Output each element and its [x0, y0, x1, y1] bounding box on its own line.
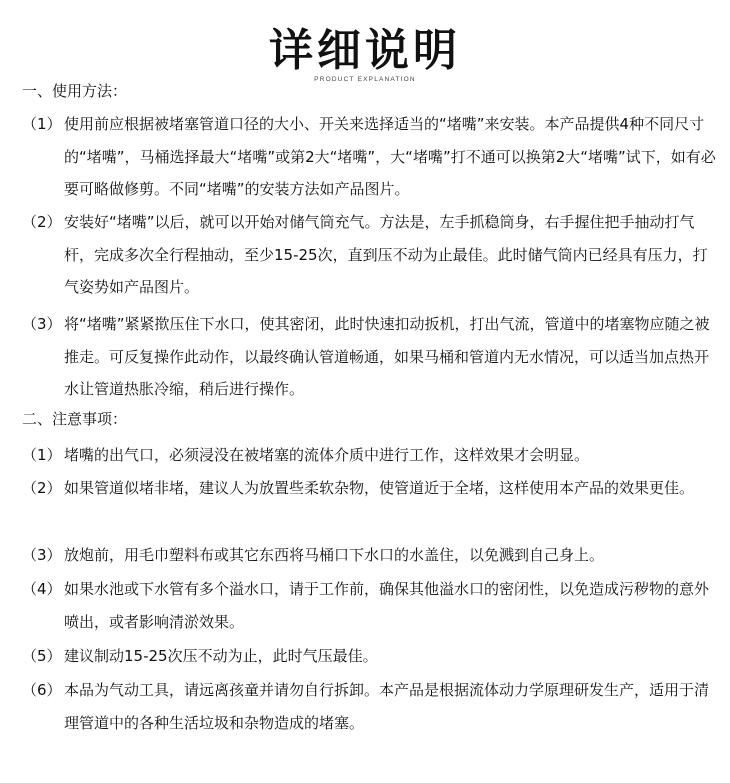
item-text: 放炮前，用毛巾塑料布或其它东西将马桶口下水口的水盖住，以免溅到自己身上。	[64, 546, 605, 564]
item-text: 安装好“堵嘴”以后，就可以开始对储气筒充气。方法是，左手抓稳筒身，右手握住把手抽动打气杆，完成多次全行程抽动，至少15-25次，直到压不动为止最佳。此时储气筒内已经具有压力，打气姿势如产品图片。	[64, 213, 708, 296]
item-text: 堵嘴的出气口，必须浸没在被堵塞的流体介质中进行工作，这样效果才会明显。	[64, 446, 590, 464]
item-number: （6）	[22, 681, 62, 699]
item-number: （4）	[22, 580, 62, 598]
item-text: 本品为气动工具，请远离孩童并请勿自行拆卸。本产品是根据流体动力学原理研发生产，适用于清理管道中的各种生活垃圾和杂物造成的堵塞。	[64, 681, 710, 732]
item-number: （3）	[22, 546, 62, 564]
notes-item-3	[22, 539, 722, 572]
item-text: 如果水池或下水管有多个溢水口，请于工作前，确保其他溢水口的密闭性，以免造成污秽物的意外喷出，或者影响清淤效果。	[64, 580, 710, 631]
section-heading-notes: 二、注意事项：	[22, 410, 128, 428]
item-text: 使用前应根据被堵塞管道口径的大小、开关来选择适当的“堵嘴”来安装。本产品提供4种不同尺寸的“堵嘴”，马桶选择最大“堵嘴”或第2大“堵嘴”，大“堵嘴”打不通可以换第2大“堵嘴”试下，如有必要可略做修剪。不同“堵嘴”的安装方法如产品图片。	[64, 115, 716, 198]
item-number: （2）	[22, 479, 62, 497]
notes-item-1	[22, 439, 722, 472]
item-number: （1）	[22, 115, 62, 133]
notes-item-4	[22, 573, 722, 638]
item-number: （5）	[22, 647, 62, 665]
notes-item-6	[22, 674, 722, 739]
item-number: （1）	[22, 446, 62, 464]
section-heading-usage: 一、使用方法：	[22, 82, 128, 100]
item-number: （2）	[22, 213, 62, 231]
usage-item-3	[22, 308, 722, 406]
page-title: 详细说明	[269, 25, 461, 76]
item-text: 将“堵嘴”紧紧揿压住下水口，使其密闭，此时快速扣动扳机，打出气流，管道中的堵塞物应随之被推走。可反复操作此动作，以最终确认管道畅通，如果马桶和管道内无水情况，可以适当加点热开水让管道热胀冷缩，稍后进行操作。	[64, 315, 710, 398]
page-subtitle: PRODUCT EXPLANATION	[314, 76, 416, 83]
item-number: （3）	[22, 315, 62, 333]
item-text: 如果管道似堵非堵，建议人为放置些柔软杂物，使管道近于全堵，这样使用本产品的效果更佳。	[64, 479, 695, 497]
usage-item-2	[22, 206, 722, 304]
usage-item-1	[22, 108, 722, 206]
notes-item-2	[22, 472, 722, 505]
notes-item-5	[22, 640, 722, 673]
item-text: 建议制动15-25次压不动为止，此时气压最佳。	[64, 647, 378, 665]
